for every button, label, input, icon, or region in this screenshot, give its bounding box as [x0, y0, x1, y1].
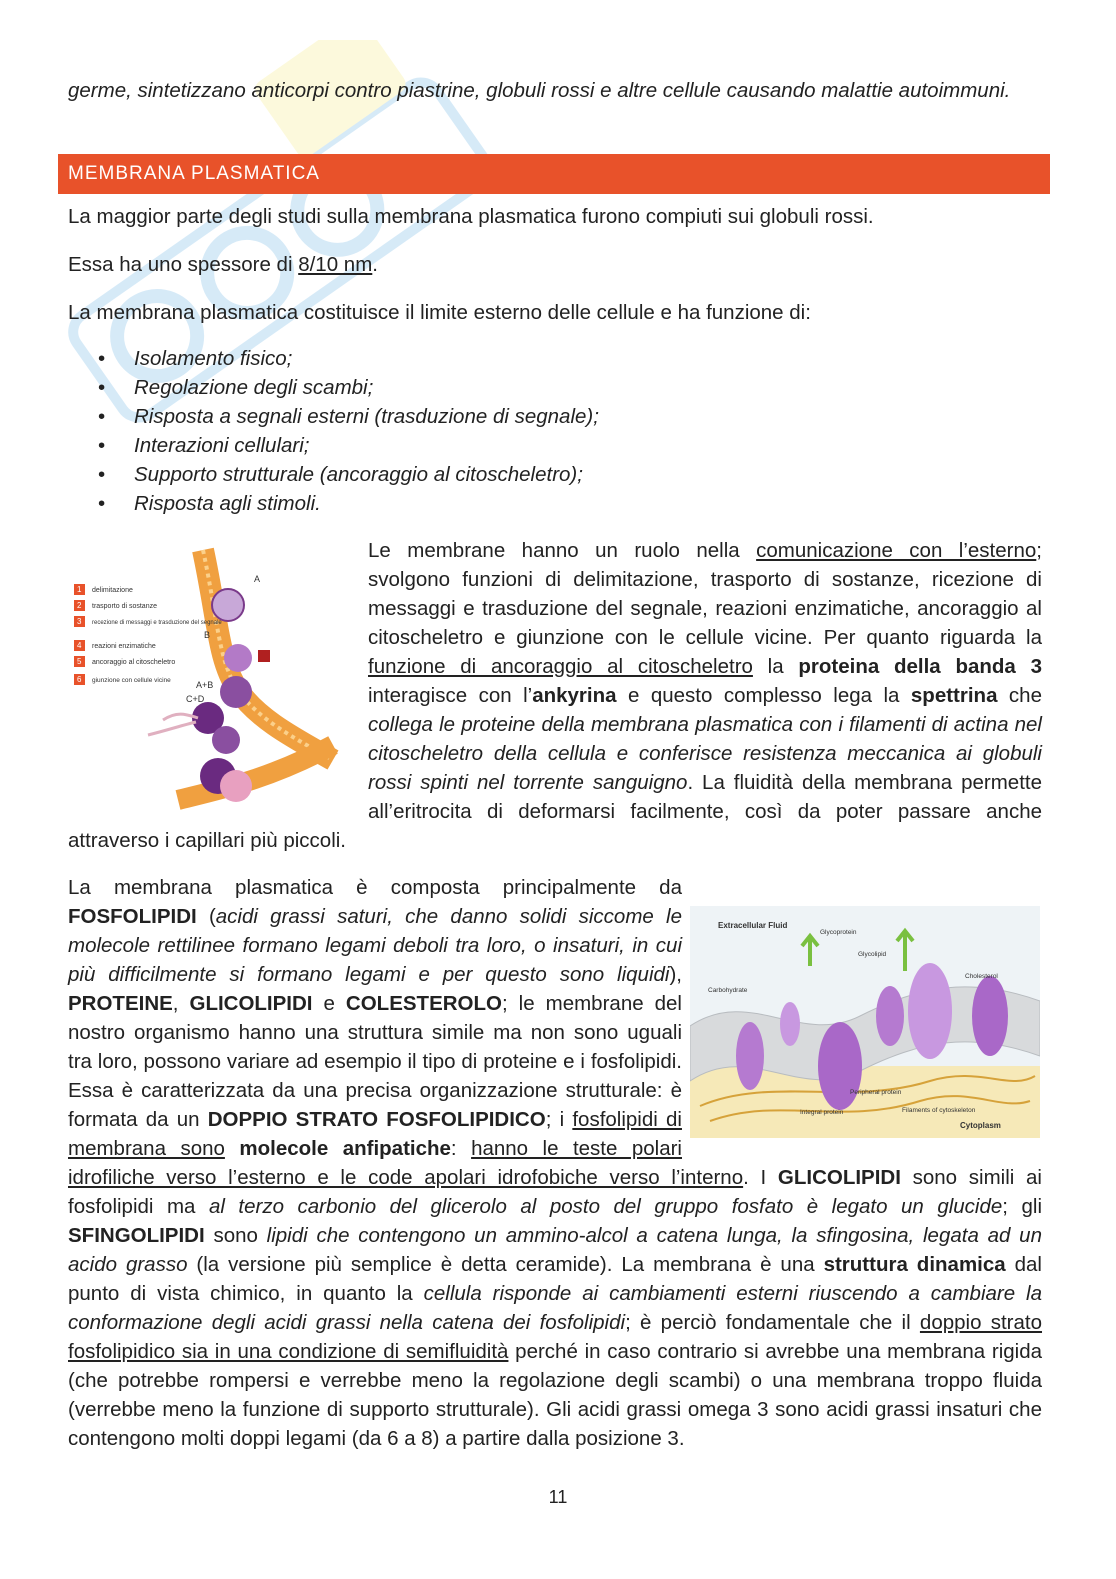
intro-paragraph: germe, sintetizzano anticorpi contro piastrine, globuli rossi e altre cellule causando malattie autoimmuni. [68, 79, 1011, 102]
svg-text:2: 2 [77, 601, 82, 610]
list-item: • Interazioni cellulari; [68, 431, 1042, 460]
list-item: • Regolazione degli scambi; [68, 373, 1042, 402]
svg-text:recezione di messaggi e trasdu: recezione di messaggi e trasduzione del segnale [92, 620, 222, 626]
list-item: • Risposta a segnali esterni (trasduzione di segnale); [68, 402, 1042, 431]
figure-float-right [682, 903, 1042, 1143]
svg-text:trasporto di sostanze: trasporto di sostanze [92, 603, 157, 610]
svg-text:4: 4 [77, 641, 82, 650]
paragraph-4: Le membrane hanno un ruolo nella comunicazione con l’esterno; svolgono funzioni di delimitazione, trasporto di sostanze, ricezione di messaggi e trasduzione del segnale, reazioni enzimatiche, ancoraggio al citoscheletro e giunzione con le cellule vicine. Per quanto riguarda la funzione di ancoraggio al citoscheletro la proteina della banda 3 interagisce con l’ankyrina e questo complesso lega la spettrina che collega le proteine della membrana plasmatica con i filamenti di actina nel citoscheletro della cellula e conferisce resistenza meccanica ai globuli rossi spinti nel torrente sanguigno. La fluidità della membrana permette all’eritrocita di deformarsi facilmente, così da poter passare anche attraverso i capillari più piccoli. [68, 536, 1042, 855]
mark-cd: C+D [186, 694, 205, 704]
paragraph-3: La membrana plasmatica costituisce il limite esterno delle cellule e ha funzione di: [68, 301, 811, 324]
page-number: 11 [548, 1487, 568, 1507]
paragraph-5: La membrana plasmatica è composta principalmente da FOSFOLIPIDI (acidi grassi saturi, che danno solidi siccome le molecole rettilinee formano legami deboli tra loro, o insaturi, in cui più difficilmente si formano legami e per questo sono liquidi), PROTEINE, GLICOLIPIDI e COLESTEROLO; le membrane del nostro organismo hanno una struttura simile ma non sono uguali tra loro, possono variare ad esempio il tipo di proteine e i fosfolipidi. Essa è caratterizzata da una precisa organizzazione strutturale: è formata da un DOPPIO STRATO FOSFOLIPIDICO; i fosfolipidi di membrana sono molecole anfipatiche: hanno le teste polari idrofiliche verso l’esterno e le code apolari idrofobiche verso l’interno. I GLICOLIPIDI sono simili ai fosfolipidi ma al terzo carbonio del glicerolo al posto del gruppo fosfato è legato un glucide; gli SFINGOLIPIDI sono lipidi che contengono un ammino-alcol a catena lunga, la sfingosina, legata ad un acido grasso (la versione più semplice è detta ceramide). La membrana è una struttura dinamica dal punto di vista chimico, in quanto la cellula risponde ai cambiamenti esterni riuscendo a cambiare la conformazione degli acidi grassi nella catena dei fosfolipidi; è perciò fondamentale che il doppio strato fosfolipidico sia in una condizione di semifluidità perché in caso contrario si avrebbe una membrana rigida (che potrebbe rompersi e verrebbe meno la regolazione degli scambi) o una membrana troppo fluida (verrebbe meno la funzione di supporto strutturale). Gli acidi grassi omega 3 sono acidi grassi insaturi che contengono molti doppi legami (da 6 a 8) a partire dalla posizione 3. [68, 876, 1043, 1450]
label-extracellular: Extracellular Fluid [718, 921, 788, 930]
svg-text:6: 6 [77, 675, 82, 684]
paragraph-1: La maggior parte degli studi sulla membrana plasmatica furono compiuti sui globuli rossi. [68, 205, 874, 228]
section-body-2 [68, 536, 1042, 855]
svg-text:ancoraggio al citoscheletro: ancoraggio al citoscheletro [92, 659, 176, 666]
list-item: • Risposta agli stimoli. [68, 489, 1042, 518]
mark-ab: A+B [196, 680, 214, 690]
label-carbohydrate: Carbohydrate [708, 987, 748, 994]
list-item: • Supporto strutturale (ancoraggio al citoscheletro); [68, 460, 1042, 489]
functions-list [68, 344, 1042, 518]
svg-text:giunzione con cellule vicine: giunzione con cellule vicine [92, 677, 171, 684]
mark-b: B [204, 630, 211, 640]
label-glycolipid: Glycolipid [858, 951, 887, 958]
section-header: MEMBRANA PLASMATICA [58, 154, 1050, 194]
label-cytoplasm: Cytoplasm [960, 1121, 1001, 1130]
svg-text:1: 1 [77, 585, 82, 594]
section-body [68, 202, 1042, 518]
section-body-3 [68, 873, 1042, 1453]
label-filaments: Filaments of cytoskeleton [902, 1107, 976, 1114]
label-peripheral: Peripheral protein [850, 1089, 902, 1096]
mark-a: A [254, 574, 261, 584]
svg-text:reazioni enzimatiche: reazioni enzimatiche [92, 643, 156, 650]
svg-text:delimitazione: delimitazione [92, 587, 133, 594]
svg-text:3: 3 [77, 617, 82, 626]
label-glycoprotein: Glycoprotein [820, 929, 857, 936]
figure-float [68, 536, 368, 818]
svg-text:5: 5 [77, 657, 82, 666]
label-integral: Integral protein [800, 1109, 844, 1116]
list-item: • Isolamento fisico; [68, 344, 1042, 373]
label-cholesterol: Cholesterol [965, 973, 998, 980]
paragraph-2: Essa ha uno spessore di 8/10 nm. [68, 253, 378, 276]
